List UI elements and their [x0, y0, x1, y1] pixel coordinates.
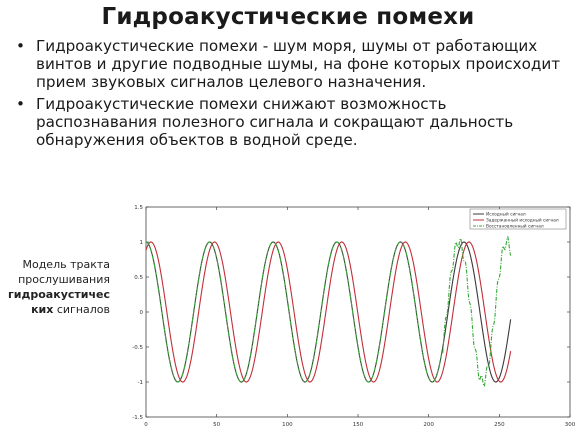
plot-area [132, 205, 575, 428]
x-tick-label: 200 [423, 422, 434, 428]
slide-title: Гидроакустические помехи [101, 4, 475, 30]
y-tick-label: -0.5 [132, 345, 143, 351]
chart-caption [0, 257, 110, 317]
y-tick-label: 1 [139, 240, 143, 246]
y-tick-label: 0.5 [134, 275, 143, 281]
bullet-marker: • [16, 95, 25, 114]
bullet-list [14, 38, 570, 155]
y-tick-label: -1.5 [132, 415, 143, 421]
x-tick-label: 300 [564, 422, 576, 428]
x-tick-label: 150 [352, 422, 364, 428]
bullet-item [14, 96, 570, 149]
x-tick-label: 0 [144, 422, 148, 428]
y-tick-label: -1 [137, 380, 143, 386]
bullet-item [14, 38, 570, 91]
bullet-marker: • [16, 37, 25, 55]
bullet-text: Гидроакустические помехи - шум моря, шумы от работающих винтов и другие подводные шумы, на фоне которых происходит прием звуковых сигналов целевого назначения. [36, 37, 561, 91]
y-tick-label: 1.5 [134, 205, 143, 211]
legend-label: Исходный сигнал [486, 212, 526, 218]
x-tick-label: 250 [494, 422, 505, 428]
legend-label: Восстановленный сигнал [486, 224, 544, 230]
legend-label: Задержанный исходный сигнал [486, 218, 559, 224]
y-tick-label: 0 [139, 310, 143, 316]
bullet-text: Гидроакустические помехи снижают возможность распознавания полезного сигнала и сокращают дальность обнаружения объектов в водной среде. [36, 95, 514, 149]
signal-chart [124, 198, 576, 432]
caption-normal: Модель тракта прослушивания [18, 258, 110, 286]
caption-bold: гидроакустичес ких [8, 288, 110, 316]
caption-tail: сигналов [56, 303, 110, 316]
x-tick-label: 100 [282, 422, 293, 428]
x-tick-label: 50 [213, 422, 221, 428]
